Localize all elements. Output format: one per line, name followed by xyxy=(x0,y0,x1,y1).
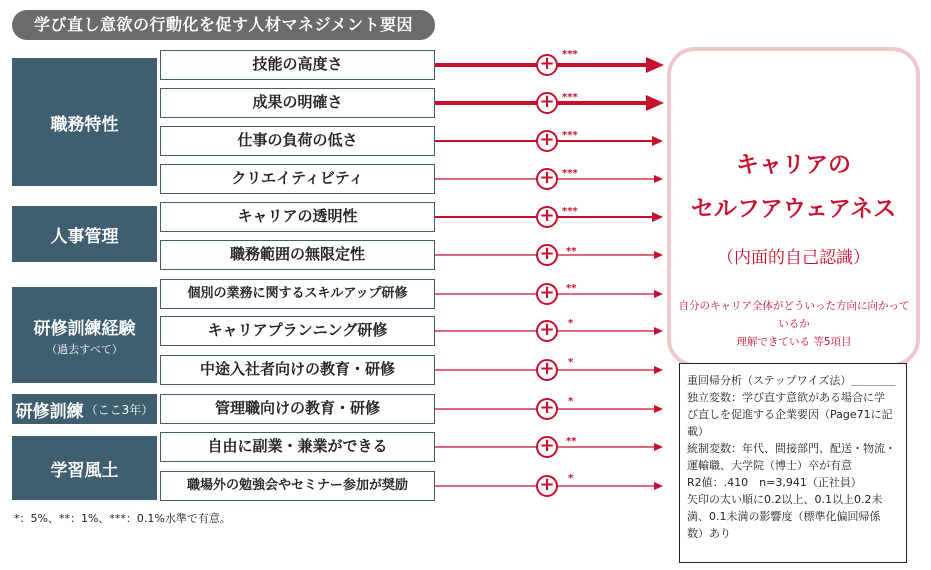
plus-sign-icon: + xyxy=(536,436,558,458)
plus-sign-icon: + xyxy=(536,475,558,497)
significance-mark: *** xyxy=(562,92,578,103)
note-line: 運輸職、大学院（博士）卒が有意 xyxy=(687,459,852,472)
diagram-title: 学び直し意欲の行動化を促す人材マネジメント要因 xyxy=(12,10,435,40)
note-line: 満、0.1未満の影響度（標準化偏回帰係 xyxy=(687,510,881,523)
plus-sign-icon: + xyxy=(536,130,558,152)
note-line: 数）あり xyxy=(687,527,731,540)
category-sub-label: （ここ3年） xyxy=(85,402,154,417)
factor-box: 中途入社者向けの教育・研修 xyxy=(160,355,435,385)
note-line: 重回帰分析（ステップワイズ法）＿＿＿＿ xyxy=(687,374,896,387)
factor-box: キャリアの透明性 xyxy=(160,202,435,232)
factor-box: 職場外の勉強会やセミナー参加が奨励 xyxy=(160,471,435,501)
plus-sign-icon: + xyxy=(536,320,558,342)
plus-sign-icon: + xyxy=(536,359,558,381)
outcome-subtitle: （内面的自己認識） xyxy=(717,248,870,268)
plus-sign-icon: + xyxy=(536,54,558,76)
plus-sign-icon: + xyxy=(536,283,558,305)
note-line: 矢印の太い順に0.2以上、0.1以上0.2未 xyxy=(687,493,883,506)
note-line: 統制変数：年代、間接部門、配送・物流・ xyxy=(687,442,896,455)
factor-box: 仕事の負荷の低さ xyxy=(160,126,435,156)
factor-box: 技能の高度さ xyxy=(160,50,435,80)
outcome-title-line2: セルフアウェアネス xyxy=(690,196,897,222)
category-sub-label: （過去すべて） xyxy=(46,342,123,356)
factor-box: クリエイティビティ xyxy=(160,164,435,194)
plus-sign-icon: + xyxy=(536,398,558,420)
significance-mark: * xyxy=(568,357,574,368)
significance-mark: ** xyxy=(566,436,577,447)
significance-mark: ** xyxy=(566,246,577,257)
plus-sign-icon: + xyxy=(536,206,558,228)
plus-sign-icon: + xyxy=(536,92,558,114)
significance-mark: * xyxy=(568,396,574,407)
factor-box: 管理職向けの教育・研修 xyxy=(160,394,435,424)
factor-box: 個別の業務に関するスキルアップ研修 xyxy=(160,279,435,309)
category-label: 研修訓練経験 xyxy=(33,318,136,339)
significance-mark: *** xyxy=(562,49,578,60)
outcome-description-line: 自分のキャリア全体がどういった方向に向かっているか xyxy=(678,300,910,330)
significance-mark: ** xyxy=(566,283,577,294)
significance-mark: *** xyxy=(562,130,578,141)
significance-mark: * xyxy=(568,473,574,484)
significance-mark: *** xyxy=(562,168,578,179)
significance-mark: * xyxy=(568,318,574,329)
category-label: 人事管理 xyxy=(50,226,119,247)
note-line: び直しを促進する企業要因（Page71に記 xyxy=(687,408,893,421)
category-label: 職務特性 xyxy=(50,114,119,135)
category-label: 学習風土 xyxy=(50,460,119,481)
analysis-notes-box xyxy=(679,363,907,563)
note-line: 独立変数：学び直す意欲がある場合に学 xyxy=(687,391,885,404)
factor-box: 自由に副業・兼業ができる xyxy=(160,432,435,462)
note-line: R2値：.410 n=3,941（正社員） xyxy=(687,476,862,489)
significance-mark: *** xyxy=(562,206,578,217)
plus-sign-icon: + xyxy=(536,244,558,266)
outcome-title-line1: キャリアの xyxy=(736,152,851,178)
note-line: 載） xyxy=(687,425,709,438)
factor-box: 成果の明確さ xyxy=(160,88,435,118)
category-label: 研修訓練 xyxy=(15,401,84,422)
outcome-description xyxy=(674,297,914,351)
factor-box: 職務範囲の無限定性 xyxy=(160,240,435,270)
significance-footnote: *：5%、**：1%、***：0.1%水準で有意。 xyxy=(14,512,231,525)
outcome-description-line: 理解できている 等5項目 xyxy=(736,336,852,348)
plus-sign-icon: + xyxy=(536,168,558,190)
factor-box: キャリアプランニング研修 xyxy=(160,316,435,346)
